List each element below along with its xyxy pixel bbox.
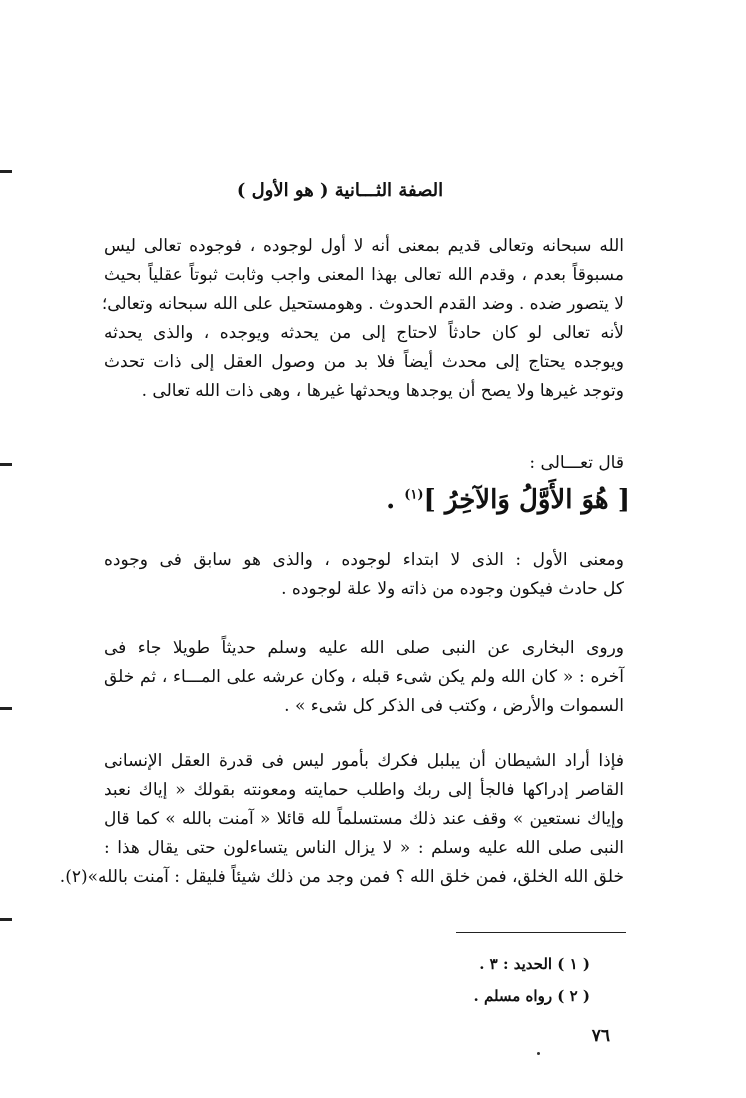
verse-footnote-ref: (١) (404, 487, 424, 503)
margin-mark (0, 707, 12, 710)
print-speck (537, 1052, 540, 1055)
text-line: كل حادث فيكون وجوده من ذاته ولا علة لوجوده . (281, 579, 624, 599)
text-line: لا يتصور ضده . وضد القدم الحدوث . وهومستحيل على الله سبحانه وتعالى؛ (101, 294, 624, 314)
text-line: السموات والأرض ، وكتب فى الذكر كل شىء » . (284, 696, 624, 716)
text-line: الله سبحانه وتعالى قديم بمعنى أنه لا أول لوجوده ، فوجوده تعالى ليس (104, 236, 624, 256)
margin-mark (0, 918, 12, 921)
footnote-2: ( ٢ ) رواه مسلم . (473, 987, 590, 1005)
text-line: ومعنى الأول : الذى لا ابتداء لوجوده ، والذى هو سابق فى وجوده (104, 550, 624, 570)
page-number: ٧٦ (591, 1026, 610, 1046)
text-line: وتوجد غيرها ولا يصح أن يوجدها ويحدثها غيرها ، وهى ذات الله تعالى . (141, 381, 624, 401)
paragraph-1 (101, 232, 624, 406)
section-heading: الصفة الثـــانية ( هو الأول ) (236, 180, 444, 201)
footnote-separator (456, 932, 626, 933)
margin-mark (0, 170, 12, 173)
text-line: لأنه تعالى لو كان حادثاً لاحتاج إلى من يحدثه ويوجده ، والذى يحدثه (104, 323, 624, 343)
text-line: قال تعـــالى : (529, 453, 624, 473)
text-line: وإياك نستعين » وقف عند ذلك مستسلماً لله قائلا « آمنت بالله » كما قال (104, 809, 624, 829)
text-line: خلق الله الخلق، فمن خلق الله ؟ فمن وجد من ذلك شيئاً فليقل : آمنت بالله»(٢). (59, 867, 624, 887)
paragraph-4 (59, 747, 624, 892)
verse-text: [ هُوَ الأَوَّلُ وَالآخِرُ ] (423, 485, 630, 515)
text-line: النبى صلى الله عليه وسلم : « لا يزال الناس يتساءلون حتى يقال هذا : (104, 838, 624, 858)
text-line: مسبوقاً بعدم ، وقدم الله تعالى بهذا المعنى واجب وثابت ثبوتاً عقلياً بحيث (104, 265, 624, 285)
paragraph-2 (104, 546, 624, 604)
paragraph-3 (104, 634, 624, 721)
verse-intro (104, 449, 624, 478)
text-line: آخره : « كان الله ولم يكن شىء قبله ، وكان عرشه على المـــاء ، ثم خلق (104, 667, 624, 687)
text-line: القاصر إدراكها فالجأ إلى ربك واطلب حمايته ومعونته بقولك « إياك نعبد (104, 780, 624, 800)
text-line: وروى البخارى عن النبى صلى الله عليه وسلم حديثاً طويلا جاء فى (104, 638, 624, 658)
quran-verse (330, 485, 630, 515)
footnote-1: ( ١ ) الحديد : ٣ . (479, 955, 590, 973)
verse-end: . (386, 485, 396, 515)
margin-mark (0, 463, 12, 466)
text-line: فإذا أراد الشيطان أن يبلبل فكرك بأمور ليس فى قدرة العقل الإنسانى (104, 751, 624, 771)
text-line: ويوجده يحتاج إلى محدث أيضاً فلا بد من وصول العقل إلى ذات تحدث (104, 352, 624, 372)
